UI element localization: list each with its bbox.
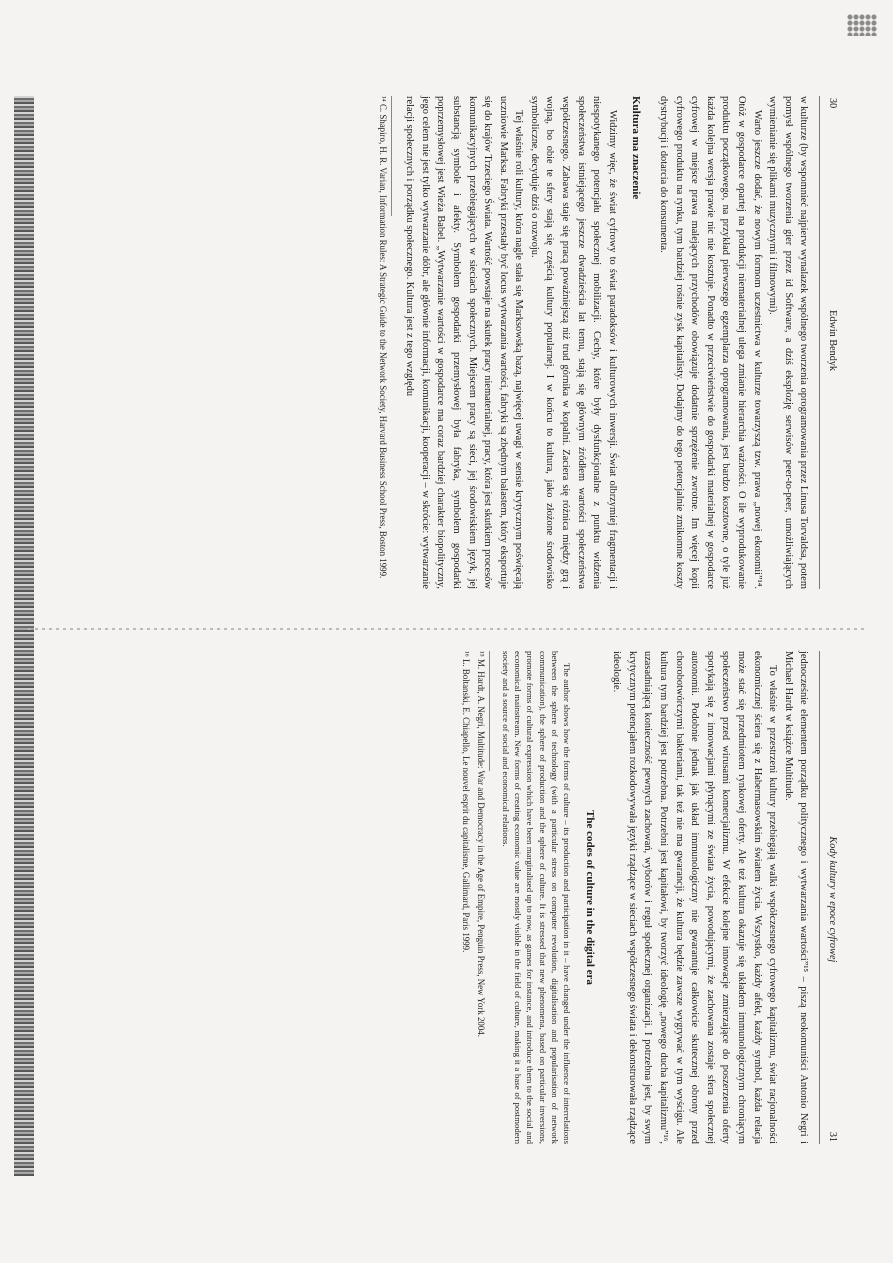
scanner-edge-artifact <box>14 96 34 1176</box>
page-30 <box>190 90 840 595</box>
abstract-text: The author shows how the forms of culture – its production and participation in it – have changed under the influence of interrelations between the sphere of technology (with a particular stress on computer revolution, digitalisation and popularisation of network communication), the sphere of production and the sphere of culture. It is stressed that new phenomena, based on particular inversions, promote forms of cultural expression which have been marginalised up to now, as games for instance, and introduce them to the social and economical mainstream. New forms of creating economic value are mostly visible in the field of culture, making it a base of postmodern society and a source of social and economical relations. <box>501 651 573 1144</box>
section-heading: Kultura ma znaczenie <box>630 96 643 200</box>
footnote-rule <box>489 651 490 771</box>
abstract-heading: The codes of culture in the digital era <box>583 810 596 985</box>
chapter-header: Kody kultury w epoce cyfrowej <box>827 836 838 963</box>
running-head <box>819 651 840 1144</box>
body-paragraph: w kulturze (by wspomnieć najpierw wynalazek wspólnego tworzenia oprogramowania przez Linusa Torvaldsa, potem pomysł wspólnego tworzenia gier przez id Software, a dziś eksplozję serwisów peer-to-peer, umożliwiających wymienianie się plikami muzycznymi i filmowymi). <box>767 96 810 589</box>
running-head <box>819 96 840 589</box>
author-header: Edwin Bendyk <box>827 310 838 372</box>
body-paragraph: jednocześnie elementem porządku politycznego i wytwarzania wartości”¹⁵ – piszą neokomuniści Antonio Negri i Michael Hardt w książce Multitude. <box>782 651 810 1144</box>
book-spine-gutter <box>28 628 868 630</box>
footnote: ¹⁶ L. Boltanski, E. Chiapello, Le nouvel esprit du capitalisme, Gallimard, Paris 1999. <box>460 651 471 953</box>
footnote: ¹⁴ C. Shapiro, H. R. Varian, Information Rules: A Strategic Guide to the Network Society, Harvard Business School Press, Boston 1999. <box>377 96 388 579</box>
footnote-rule <box>391 96 392 216</box>
body-paragraph: Warto jeszcze dodać, że nowym formom uczestnictwa w kulturze towarzyszą tzw. prawa „nowej ekonomii”¹⁴. Otóż w gospodarce opartej na produkcji niematerialnej ulega zmianie hierarchia ważności. O ile wyprodukowanie produktu początkowego, na przykład pierwszego egzemplarza oprogramowania, jest bardzo kosztowne, o tyle już każda kolejna wersja prawie nic nie kosztuje. Ponadto w przeciwieństwie do gospodarki materialnej w gospodarce cyfrowej w miejsce prawa malejących przychodów obowiązuje dodatnie sprzężenie zwrotne. Im więcej kopii cyfrowego produktu na rynku, tym bardziej rośnie zysk kapitalisty. Dodajmy do tego potencjalnie zmikomne koszty dystrybucji i dotarcia do konsumenta. <box>658 96 763 589</box>
english-abstract <box>500 651 573 1144</box>
body-paragraph: Tej właśnie roli kultury, która nagle stała się Marksowską bazą, najwięcej uwagi w sensie krytycznym poświęcają uczniowie Marksa. Fabryki przestały być locus wytwarzania wartości, fabryki są zbędnym balastem, który eksportuje się do krajów Trzeciego Świata. Wartość powstaje na skutek pracy niematerialnej, pracy, która jest skutkiem procesów komunikacyjnych przebiegających w sieciach społecznych. Miejscem pracy są sieci, jej środowiskiem język, jej substancją symbole i afekty. Symbolem gospodarki przemysłowej była fabryka, symbolem gospodarki poprzemysłowej jest Wieża Babel. „Wytwarzanie wartości w gospodarce ma coraz bardziej charakter biopolityczny, jego celem nie jest tylko wytwarzanie dóbr, ale głównie informacji, komunikacji, kooperacji – w skrócie: wytwarzanie relacji społecznych i porządku społecznego. Kultura jest z tego względu <box>404 96 525 589</box>
body-paragraph: To właśnie w przestrzeni kultury przebiegają walki współczesnego cyfrowego kapitalizmu, świat racjonalności ekonomicznej ściera się z Habermasowskim światem życia. Wszystko, każdy afekt, każdy symbol, każda relacja może stać się przedmiotem rynkowej oferty. Ale też kultura okazuje się układem immunologicznym chroniącym społeczeństwo przed wirusami komercjalizmu. W efekcie kolejne innowacje zmierzające do poszerzenia oferty spotykają się z innowacjami płynącymi ze świata życia, powodującymi, że zachowana zostaje sfera społecznej autonomii. Podobnie jednak jak układ immunologiczny nie gwarantuje całkowicie skutecznej obrony przed chorobotwórczymi bakteriami, tak też nie ma gwarancji, że kultura będzie zawsze wygrywać w tym wyścigu. Ale kultura tym bardziej jest potrzebna. Potrzebni jest kapitałowi, by tworzyć ideologię „nowego ducha kapitalizmu”¹⁶, uzasadniającą konieczność pewnych zachowań, wyborów i reguł społecznej organizacji. I potrzebna jest, by swym krytycznym potencjałem rozkodowywała języki rządzące w sieciach współczesnego świata i dekonstruowała rządzące ideologie. <box>611 651 779 1144</box>
scanner-speck <box>847 14 877 36</box>
body-paragraph: Widzimy więc, że świat cyfrowy to świat paradoksów i kulturowych inwersji. Świat olbrzymiej fragmentacji i niespotykanego potencjału społecznej mobilizacji. Cechy, które były dysfunkcjonalne z punktu widzenia społeczeństwa istniejącego jeszcze dwadzieścia lat temu, stają się głównym źródłem wartości społeczeństwa współczesnego. Zabawa staje się pracą poważniejszą niż trud górnika w kopalni. Zaciera się różnica między grą i wojną, bo obie te sfery stają się częścią kultury popularnej. I w końcu to kultura, jako złożone środowisko symboliczne, decyduje dziś o rozwoju. <box>528 96 618 589</box>
page-31 <box>190 645 840 1150</box>
page-number: 31 <box>827 1131 838 1142</box>
footnote: ¹⁵ M. Hardt, A. Negri, Multitude: War and Democracy in the Age of Empire, Penguin Press, New York 2004. <box>475 651 486 1037</box>
page-number: 30 <box>827 98 838 109</box>
